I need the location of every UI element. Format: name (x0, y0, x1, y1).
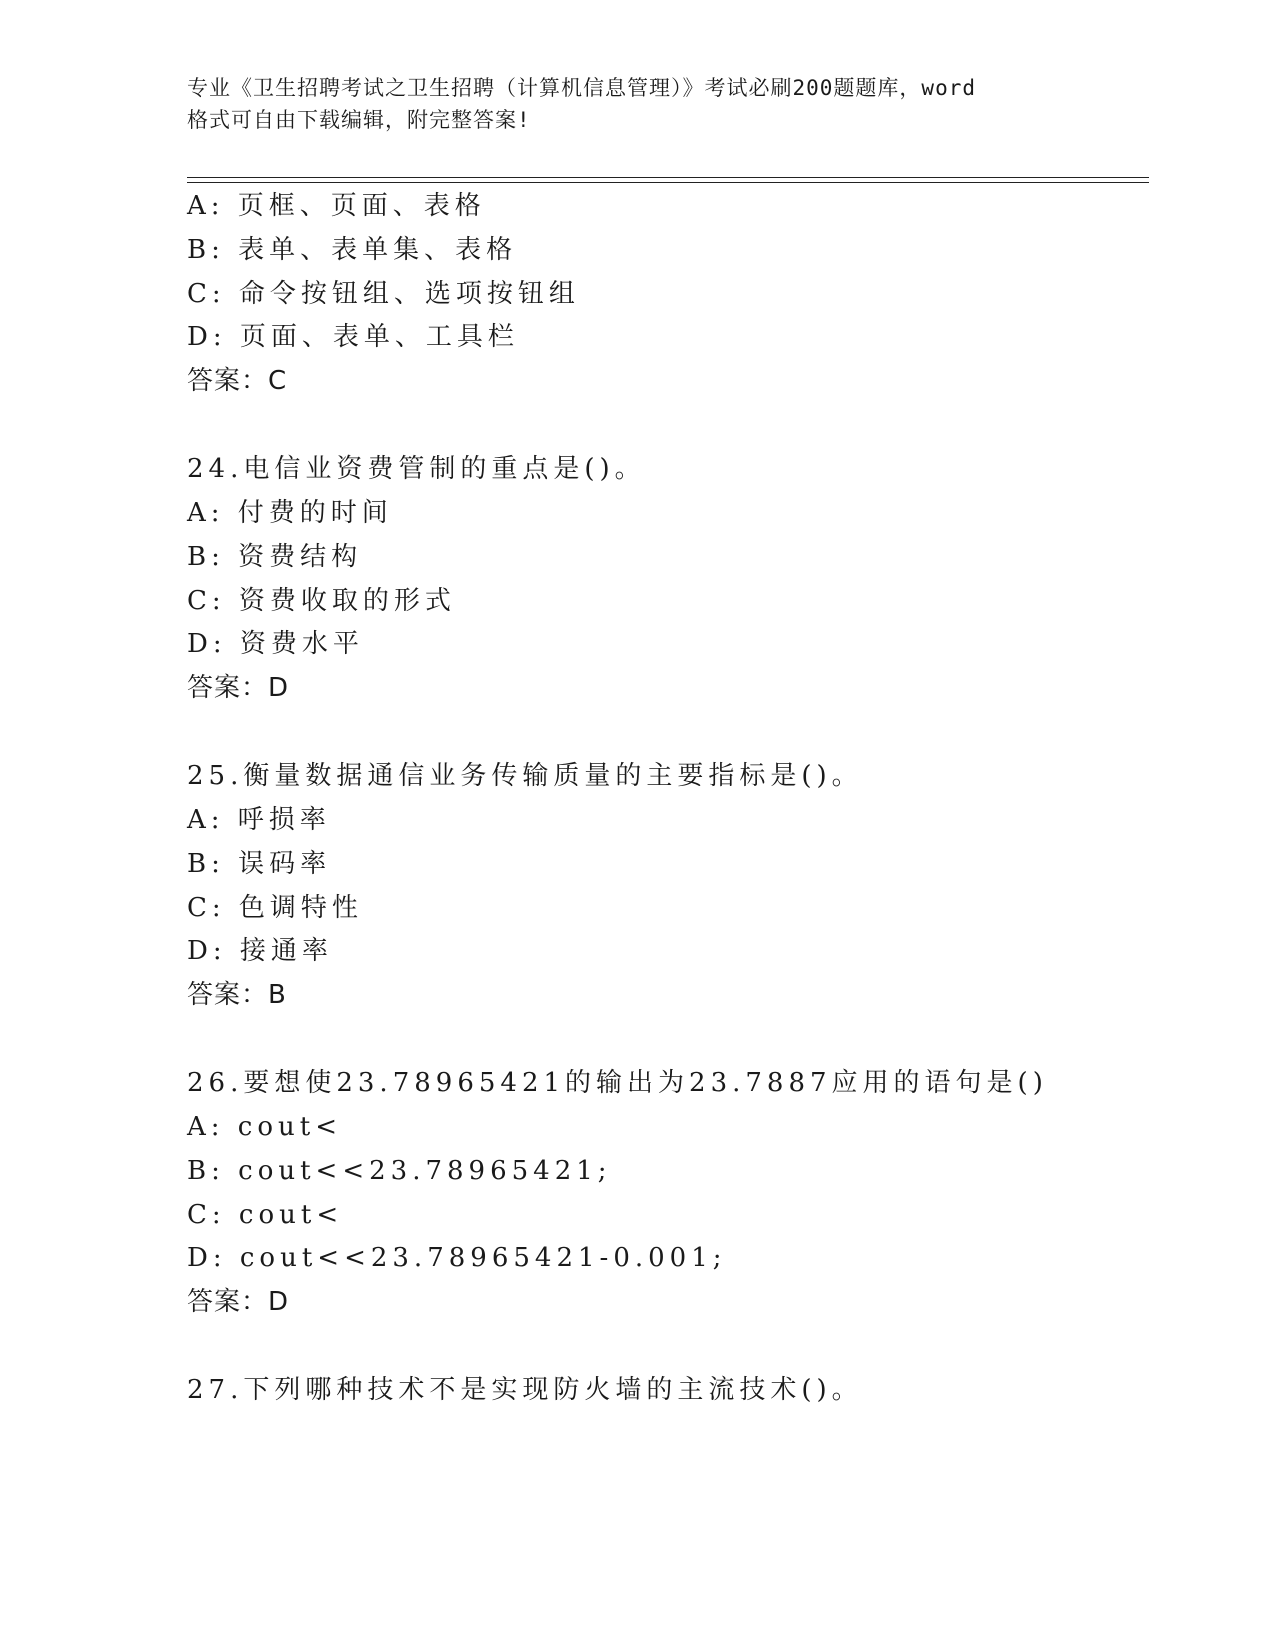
q23-option-a: A: 页框、页面、表格 (187, 191, 486, 221)
q25-option-c: C: 色调特性 (187, 893, 363, 923)
q23-option-c: C: 命令按钮组、选项按钮组 (187, 279, 580, 309)
q24-option-a: A: 付费的时间 (187, 498, 393, 528)
q24-option-b: B: 资费结构 (187, 542, 363, 572)
document-header (187, 72, 1087, 136)
header-rule-top (187, 177, 1149, 178)
header-line-2: 格式可自由下载编辑，附完整答案! (187, 108, 531, 132)
q23-answer: 答案：C (187, 366, 288, 396)
q26-option-b: B: cout<<23.78965421; (187, 1156, 612, 1186)
header-rule-bottom (187, 182, 1149, 183)
q25-option-a: A: 呼损率 (187, 805, 331, 835)
q25-question: 25.衡量数据通信业务传输质量的主要指标是()。 (187, 761, 863, 791)
q25-option-b: B: 误码率 (187, 849, 332, 879)
q26-option-d: D: cout<<23.78965421-0.001; (187, 1243, 727, 1273)
q25-answer: 答案：B (187, 980, 287, 1010)
q26-question: 26.要想使23.78965421的输出为23.7887应用的语句是() (187, 1068, 1048, 1098)
q26-option-c: C: cout< (187, 1200, 344, 1230)
q23-option-b: B: 表单、表单集、表格 (187, 235, 518, 265)
q23-option-d: D: 页面、表单、工具栏 (187, 322, 519, 352)
q27-question: 27.下列哪种技术不是实现防火墙的主流技术()。 (187, 1375, 863, 1405)
q26-answer: 答案：D (187, 1287, 290, 1317)
q26-option-a: A: cout< (187, 1112, 342, 1142)
q25-option-d: D: 接通率 (187, 936, 333, 966)
q24-answer: 答案：D (187, 673, 290, 703)
q24-question: 24.电信业资费管制的重点是()。 (187, 454, 646, 484)
header-line-1: 专业《卫生招聘考试之卫生招聘（计算机信息管理）》考试必刷200题题库，word (187, 76, 976, 100)
q24-option-c: C: 资费收取的形式 (187, 586, 456, 616)
q24-option-d: D: 资费水平 (187, 629, 364, 659)
